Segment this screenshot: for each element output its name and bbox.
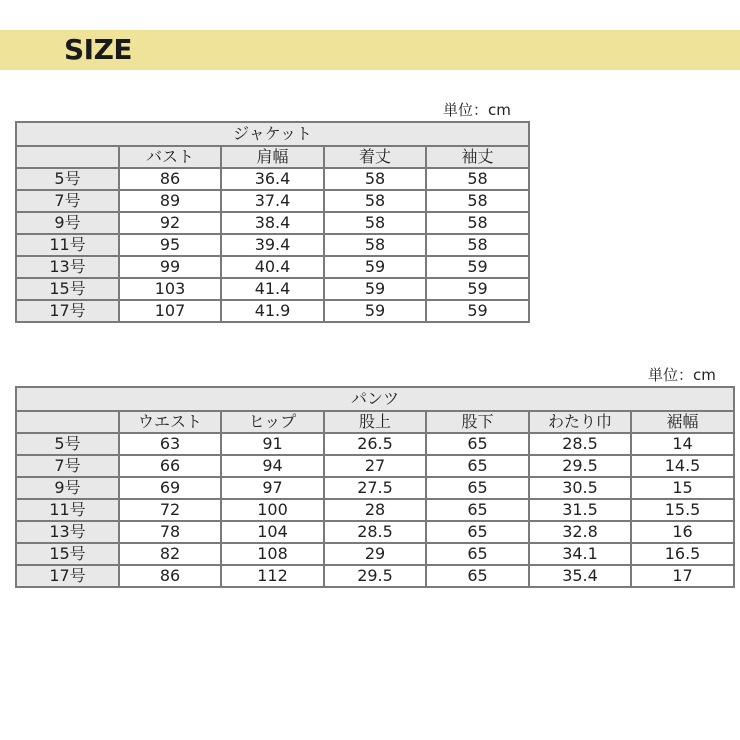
pants-unit-label: 単位：cm (648, 366, 716, 384)
measurement-cell: 36.4 (221, 168, 324, 190)
measurement-cell: 72 (119, 499, 221, 521)
measurement-cell: 92 (119, 212, 221, 234)
corner-cell (16, 411, 119, 433)
measurement-cell: 107 (119, 300, 221, 322)
measurement-cell: 65 (426, 455, 529, 477)
measurement-cell: 16.5 (631, 543, 734, 565)
table-row (16, 565, 734, 587)
column-header: 着丈 (324, 146, 426, 168)
measurement-cell: 59 (426, 300, 529, 322)
measurement-cell: 99 (119, 256, 221, 278)
jacket-unit-label: 単位：cm (443, 101, 511, 119)
size-label-cell: 11号 (16, 234, 119, 256)
table-row (16, 212, 529, 234)
table-row (16, 300, 529, 322)
size-label-cell: 5号 (16, 168, 119, 190)
pants-table-caption: パンツ (16, 387, 734, 411)
size-label-cell: 17号 (16, 565, 119, 587)
table-row (16, 455, 734, 477)
page-title: SIZE (64, 33, 133, 66)
measurement-cell: 26.5 (324, 433, 426, 455)
jacket-caption-row (16, 122, 529, 146)
pants-caption-row (16, 387, 734, 411)
measurement-cell: 29.5 (529, 455, 631, 477)
measurement-cell: 39.4 (221, 234, 324, 256)
measurement-cell: 58 (324, 212, 426, 234)
measurement-cell: 58 (324, 234, 426, 256)
measurement-cell: 28.5 (529, 433, 631, 455)
table-row (16, 543, 734, 565)
size-label-cell: 7号 (16, 190, 119, 212)
table-row (16, 168, 529, 190)
measurement-cell: 17 (631, 565, 734, 587)
column-header: わたり巾 (529, 411, 631, 433)
column-header: 肩幅 (221, 146, 324, 168)
measurement-cell: 97 (221, 477, 324, 499)
measurement-cell: 58 (426, 168, 529, 190)
measurement-cell: 59 (426, 256, 529, 278)
size-label-cell: 7号 (16, 455, 119, 477)
column-header: バスト (119, 146, 221, 168)
measurement-cell: 58 (426, 234, 529, 256)
measurement-cell: 58 (324, 168, 426, 190)
size-label-cell: 9号 (16, 477, 119, 499)
measurement-cell: 16 (631, 521, 734, 543)
table-row (16, 278, 529, 300)
size-label-cell: 15号 (16, 543, 119, 565)
measurement-cell: 108 (221, 543, 324, 565)
measurement-cell: 14 (631, 433, 734, 455)
measurement-cell: 30.5 (529, 477, 631, 499)
table-row (16, 499, 734, 521)
measurement-cell: 112 (221, 565, 324, 587)
table-row (16, 521, 734, 543)
measurement-cell: 15 (631, 477, 734, 499)
column-header: 股下 (426, 411, 529, 433)
measurement-cell: 41.4 (221, 278, 324, 300)
corner-cell (16, 146, 119, 168)
size-label-cell: 9号 (16, 212, 119, 234)
measurement-cell: 41.9 (221, 300, 324, 322)
measurement-cell: 58 (426, 190, 529, 212)
size-label-cell: 11号 (16, 499, 119, 521)
measurement-cell: 32.8 (529, 521, 631, 543)
measurement-cell: 38.4 (221, 212, 324, 234)
measurement-cell: 86 (119, 168, 221, 190)
column-header: ウエスト (119, 411, 221, 433)
measurement-cell: 27.5 (324, 477, 426, 499)
measurement-cell: 69 (119, 477, 221, 499)
measurement-cell: 63 (119, 433, 221, 455)
measurement-cell: 15.5 (631, 499, 734, 521)
pants-size-table (15, 386, 735, 588)
measurement-cell: 65 (426, 433, 529, 455)
measurement-cell: 59 (324, 300, 426, 322)
measurement-cell: 78 (119, 521, 221, 543)
measurement-cell: 65 (426, 565, 529, 587)
measurement-cell: 59 (324, 256, 426, 278)
measurement-cell: 89 (119, 190, 221, 212)
table-row (16, 234, 529, 256)
measurement-cell: 14.5 (631, 455, 734, 477)
measurement-cell: 65 (426, 543, 529, 565)
measurement-cell: 29 (324, 543, 426, 565)
measurement-cell: 29.5 (324, 565, 426, 587)
jacket-header-row (16, 146, 529, 168)
column-header: 裾幅 (631, 411, 734, 433)
measurement-cell: 95 (119, 234, 221, 256)
size-label-cell: 5号 (16, 433, 119, 455)
measurement-cell: 65 (426, 499, 529, 521)
column-header: 股上 (324, 411, 426, 433)
measurement-cell: 65 (426, 521, 529, 543)
size-label-cell: 15号 (16, 278, 119, 300)
size-banner (0, 30, 740, 70)
table-row (16, 256, 529, 278)
measurement-cell: 65 (426, 477, 529, 499)
measurement-cell: 59 (324, 278, 426, 300)
measurement-cell: 28 (324, 499, 426, 521)
column-header: ヒップ (221, 411, 324, 433)
measurement-cell: 58 (324, 190, 426, 212)
measurement-cell: 28.5 (324, 521, 426, 543)
measurement-cell: 35.4 (529, 565, 631, 587)
table-row (16, 433, 734, 455)
measurement-cell: 104 (221, 521, 324, 543)
pants-header-row (16, 411, 734, 433)
measurement-cell: 66 (119, 455, 221, 477)
measurement-cell: 34.1 (529, 543, 631, 565)
measurement-cell: 37.4 (221, 190, 324, 212)
measurement-cell: 40.4 (221, 256, 324, 278)
measurement-cell: 86 (119, 565, 221, 587)
size-label-cell: 17号 (16, 300, 119, 322)
measurement-cell: 94 (221, 455, 324, 477)
measurement-cell: 82 (119, 543, 221, 565)
column-header: 袖丈 (426, 146, 529, 168)
jacket-table-caption: ジャケット (16, 122, 529, 146)
measurement-cell: 59 (426, 278, 529, 300)
table-row (16, 190, 529, 212)
measurement-cell: 91 (221, 433, 324, 455)
jacket-size-table (15, 121, 530, 323)
measurement-cell: 31.5 (529, 499, 631, 521)
measurement-cell: 58 (426, 212, 529, 234)
measurement-cell: 100 (221, 499, 324, 521)
table-row (16, 477, 734, 499)
size-label-cell: 13号 (16, 256, 119, 278)
size-label-cell: 13号 (16, 521, 119, 543)
measurement-cell: 27 (324, 455, 426, 477)
measurement-cell: 103 (119, 278, 221, 300)
